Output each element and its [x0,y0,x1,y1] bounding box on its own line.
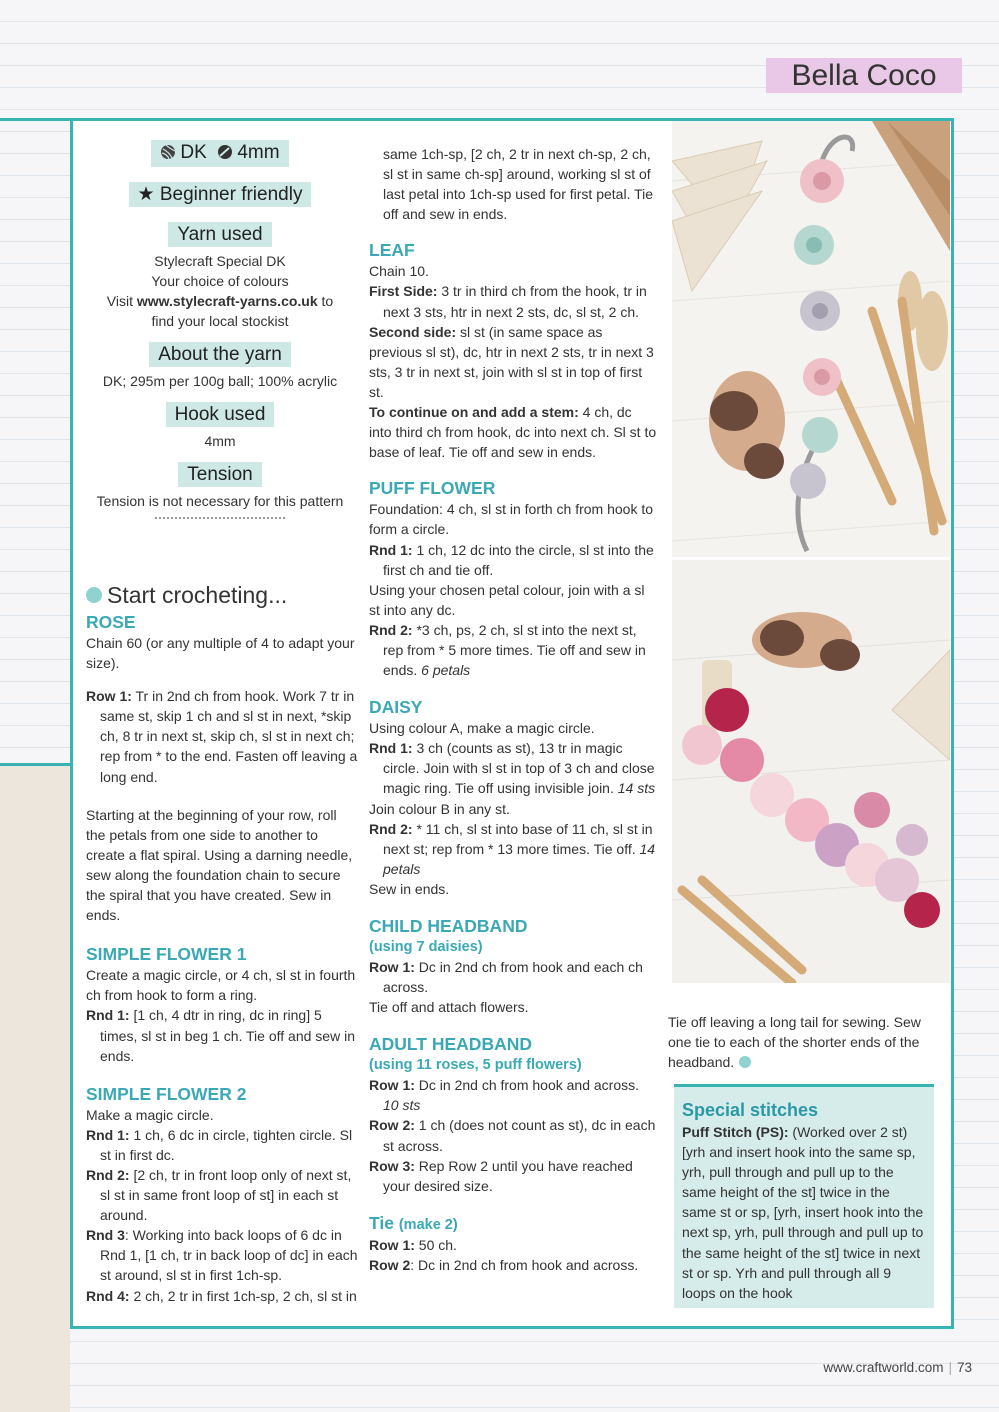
child-heading: CHILD HEADBAND [369,916,528,936]
daisy-rnd1: Rnd 1: 3 ch (counts as st), 13 tr in magic circle. Join with sl st in top of 3 ch and close magic ring. Tie off using invisible join. 14 sts [369,740,656,797]
leaf-heading: LEAF [369,240,415,261]
start-heading: Start crocheting... [86,580,358,610]
leaf-chain: Chain 10. [369,263,429,280]
flower1-rnd1: Rnd 1: [1 ch, 4 dtr in ring, dc in ring] 5 times, sl st in beg 1 ch. Tie off and sew in ends. [86,1007,355,1064]
child-subheading: (using 7 daisies) [369,939,483,955]
flower2-rnd3: Rnd 3: Working into back loops of 6 dc in Rnd 1, [1 ch, tr in back loop of dc] in each st around, sl st in first 1ch-sp. [86,1227,358,1284]
column-1 [86,580,358,1306]
level-label: Beginner friendly [159,184,303,205]
dotted-divider [155,513,285,519]
adult-row1: Row 1: Dc in 2nd ch from hook and across. 10 sts [369,1077,639,1114]
stockist-line-2: find your local stockist [151,313,289,329]
adult-row2: Row 2: 1 ch (does not count as st), dc in each st across. [369,1117,656,1154]
rose-chain: Chain 60 (or any multiple of 4 to adapt your size). [86,635,355,672]
daisy-rnd2: Rnd 2: * 11 ch, sl st into base of 11 ch, sl st in next st; rep from * 13 more times. Tie off. 14 petals [369,820,656,877]
rose-finish: Starting at the beginning of your row, roll the petals from one side to another to create a flat spiral. Using a darning needle, sew along the foundation chain to secure the spiral that you have created. Sew in ends. [86,806,353,924]
beige-strip [0,766,70,1412]
hook-used-text: 4mm [204,433,236,449]
leaf-stem: To continue on and add a stem: 4 ch, dc into third ch from hook, dc into next ch. Sl st to base of leaf. Tie off and sew in ends. [369,404,657,461]
tension-tag: Tension [178,462,262,487]
tie-finish: Tie off leaving a long tail for sewing. Sew one tie to each of the shorter ends of the headband. [668,1012,930,1074]
column-3 [668,1012,930,1074]
puff-stitch-text: Puff Stitch (PS): (Worked over 2 st) [yrh and insert hook into the same sp, yrh, pull through and pull up to the same height of the st] twice in the same st or sp, [yrh, insert hook into the next sp, yrh, pull through and pull up to the same height of the st] twice in next st or sp. Yrh and pull through all 9 loops on the hook [682,1124,924,1301]
puff-foundation: Foundation: 4 ch, sl st in forth ch from hook to form a circle. [369,501,654,538]
adult-heading: ADULT HEADBAND [369,1034,532,1055]
yarn-used-tag: Yarn used [168,222,271,247]
yarn-dot-icon [86,587,102,603]
special-stitches-heading: Special stitches [682,1100,819,1120]
star-icon: ★ [137,184,155,205]
tension-text: Tension is not necessary for this pattern [96,493,344,509]
column-2 [369,144,657,1275]
hook-used-tag: Hook used [166,402,275,427]
child-finish: Tie off and attach flowers. [369,999,529,1016]
rose-row1: Row 1: Tr in 2nd ch from hook. Work 7 tr in same st, skip 1 ch and sl st in next, *skip ch, 8 tr in next st, skip ch, sl st in next ch; rep from * to the end. Fasten off leaving a long end. [86,688,358,785]
tie-row2: Row 2: Dc in 2nd ch from hook and across. [369,1256,639,1273]
flower2-intro: Make a magic circle. [86,1106,214,1123]
yarn-dot-icon [738,1054,752,1074]
flower2-rnd2: Rnd 2: [2 ch, tr in front loop only of next st, sl st in same front loop of st] in each st around. [86,1166,352,1224]
weight-hook-tag [151,140,288,167]
daisy-finish: Sew in ends. [369,880,450,897]
tie-heading: Tie (make 2) [369,1212,458,1233]
adult-row3: Row 3: Rep Row 2 until you have reached your desired size. [369,1157,633,1194]
about-yarn-tag: About the yarn [149,342,291,367]
tie-row1: Row 1: 50 ch. [369,1236,457,1253]
footer-url: www.craftworld.com [823,1360,944,1375]
special-stitches-box [674,1084,934,1308]
flower2-rnd4-cont: same 1ch-sp, [2 ch, 2 tr in next ch-sp, 2 ch, sl st in same ch-sp] around, working sl st of last petal into 1ch-sp used for first petal. Tie off and sew in ends. [383,146,654,223]
page-title: Bella Coco [766,58,962,93]
leaf-first-side: First Side: 3 tr in third ch from the hook, tr in next 3 sts, htr in next 2 sts, dc, sl st, 2 ch. [369,283,647,320]
stockist-line: Visit www.stylecraft-yarns.co.uk to [106,293,334,309]
puff-join: Using your chosen petal colour, join with a sl st into any dc. [369,581,645,618]
child-row1: Row 1: Dc in 2nd ch from hook and each ch across. [369,959,643,996]
left-frame [0,118,73,766]
weight-label: DK [180,142,207,163]
about-yarn-text: DK; 295m per 100g ball; 100% acrylic [102,373,338,389]
photo-headband [672,560,950,983]
photo-garland [672,121,950,557]
yarn-line: Stylecraft Special DK [154,253,286,269]
hook-size-label: 4mm [237,142,280,163]
daisy-heading: DAISY [369,697,423,718]
specs-panel [86,140,354,530]
level-tag [129,182,312,207]
adult-subheading: (using 11 roses, 5 puff flowers) [369,1057,582,1074]
leaf-second-side: Second side: sl st (in same space as previous sl st), dc, htr in next 2 sts, tr in next 3 sts, 3 tr in next st, join with sl st in top of first st. [369,323,654,400]
flower2-rnd4: Rnd 4: 2 ch, 2 tr in first 1ch-sp, 2 ch, sl st in [86,1287,357,1304]
flower2-heading: SIMPLE FLOWER 2 [86,1083,247,1104]
rose-heading: ROSE [86,612,136,632]
puff-heading: PUFF FLOWER [369,478,496,499]
stockist-url: www.stylecraft-yarns.co.uk [136,293,318,309]
flower1-intro: Create a magic circle, or 4 ch, sl st in fourth ch from hook to form a ring. [86,967,356,1004]
daisy-join: Join colour B in any st. [369,800,510,817]
daisy-intro: Using colour A, make a magic circle. [369,720,595,737]
puff-rnd1: Rnd 1: 1 ch, 12 dc into the circle, sl st into the first ch and tie off. [369,541,654,578]
puff-rnd2: Rnd 2: *3 ch, ps, 2 ch, sl st into the next st, rep from * 5 more times. Tie off and sew in ends. 6 petals [369,621,646,679]
page-footer: www.craftworld.com | 73 [823,1360,972,1375]
page-number: 73 [956,1360,972,1375]
tie-subheading: (make 2) [398,1216,458,1233]
yarn-ball-icon [160,142,176,167]
yarn-colour-line: Your choice of colours [151,273,289,289]
flower1-heading: SIMPLE FLOWER 1 [86,944,247,965]
flower2-rnd1: Rnd 1: 1 ch, 6 dc in circle, tighten circle. Sl st in first dc. [86,1126,353,1163]
hook-icon [217,142,233,167]
